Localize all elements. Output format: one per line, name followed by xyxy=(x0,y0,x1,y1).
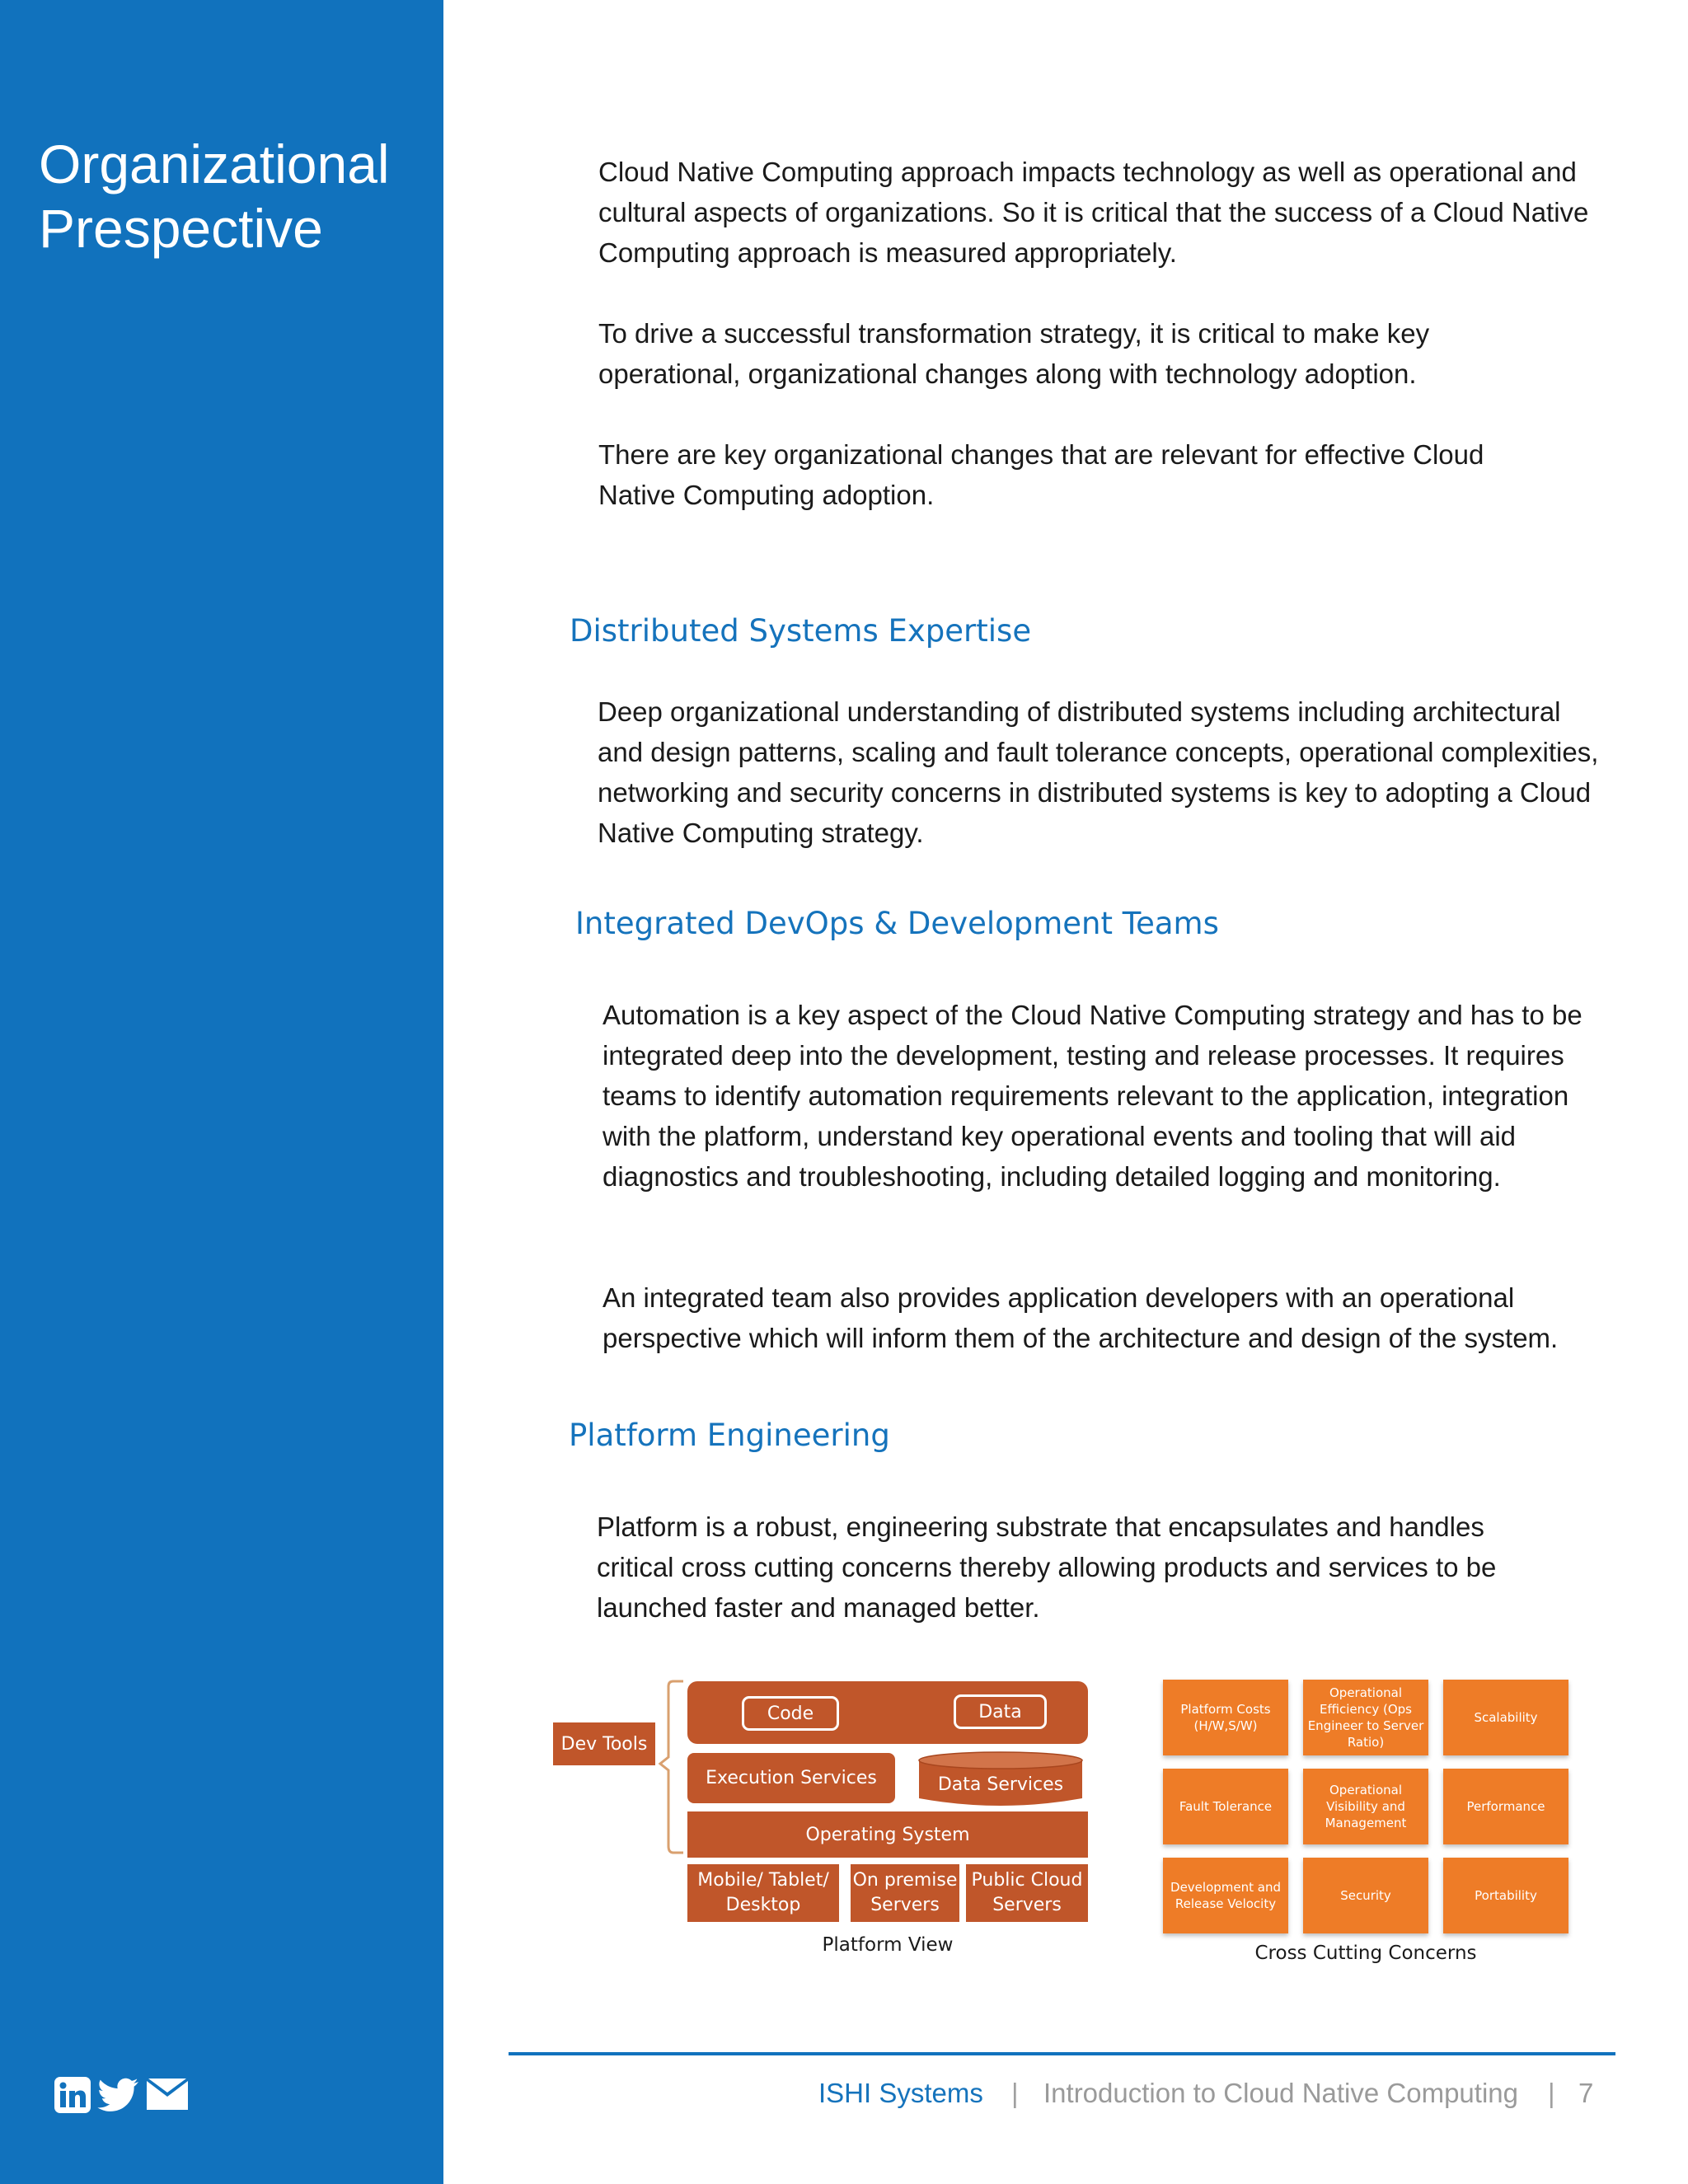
intro-paragraph-3: There are key organizational changes that are relevant for effective Cloud Native Computing adoption. xyxy=(598,439,1484,510)
footer-separator: | xyxy=(1011,2078,1019,2108)
concern-box: Performance xyxy=(1443,1769,1568,1844)
concern-box: Fault Tolerance xyxy=(1163,1769,1288,1844)
concern-box: Operational Visibility and Management xyxy=(1303,1769,1428,1844)
execution-services-box: Execution Services xyxy=(687,1753,895,1803)
linkedin-icon[interactable] xyxy=(54,2077,91,2113)
social-links xyxy=(54,2077,188,2113)
page-title xyxy=(39,132,390,260)
concern-box: Platform Costs (H/W,S/W) xyxy=(1163,1680,1288,1755)
public-cloud-label-line2: Servers xyxy=(992,1895,1062,1915)
mobile-label-line2: Desktop xyxy=(725,1895,801,1915)
footer-company: ISHI Systems xyxy=(818,2078,983,2108)
mobile-label-line1: Mobile/ Tablet/ xyxy=(697,1870,829,1891)
platform-view-caption: Platform View xyxy=(822,1934,954,1956)
mail-icon[interactable] xyxy=(147,2079,188,2111)
page-number: 7 xyxy=(1578,2078,1594,2108)
bracket-icon xyxy=(655,1678,688,1856)
cross-cutting-caption: Cross Cutting Concerns xyxy=(1254,1943,1477,1964)
data-box: Data xyxy=(954,1694,1047,1729)
mobile-tablet-desktop-box xyxy=(687,1864,839,1922)
data-services-label: Data Services xyxy=(937,1774,1064,1795)
heading-distributed-systems: Distributed Systems Expertise xyxy=(570,613,1032,649)
page-title-line1: Organizational xyxy=(39,134,390,194)
dev-tools-box: Dev Tools xyxy=(553,1722,655,1765)
devops-body-2: An integrated team also provides application developers with an operational perspective which will inform them of the architecture and design of the system. xyxy=(603,1282,1559,1353)
concern-box: Scalability xyxy=(1443,1680,1568,1755)
sidebar xyxy=(0,0,443,2184)
public-cloud-label-line1: Public Cloud xyxy=(971,1870,1083,1891)
twitter-icon[interactable] xyxy=(97,2077,140,2113)
intro-paragraph-2: To drive a successful transformation strategy, it is critical to make key operational, organizational changes along with technology adoption. xyxy=(598,318,1430,389)
intro-paragraph-1: Cloud Native Computing approach impacts technology as well as operational and cultural aspects of organizations. So it is critical that the success of a Cloud Native Computing approach is measured appropriately. xyxy=(598,157,1589,268)
concern-box: Development and Release Velocity xyxy=(1163,1858,1288,1933)
operating-system-box: Operating System xyxy=(687,1811,1088,1858)
distributed-systems-body: Deep organizational understanding of distributed systems including architectural and design patterns, scaling and fault tolerance concepts, operational complexities, networking and security concerns in distributed systems is key to adopting a Cloud Native Computing strategy. xyxy=(598,696,1599,848)
concern-box: Security xyxy=(1303,1858,1428,1933)
devops-body-1: Automation is a key aspect of the Cloud Native Computing strategy and has to be integrated deep into the development, testing and release processes. It requires teams to identify automation requirements relevant to the application, integration with the platform, understand key operational events and tooling that will aid diagnostics and troubleshooting, including detailed logging and monitoring. xyxy=(603,1000,1582,1192)
heading-platform-engineering: Platform Engineering xyxy=(569,1418,890,1453)
heading-integrated-devops: Integrated DevOps & Development Teams xyxy=(575,906,1219,941)
concern-box: Portability xyxy=(1443,1858,1568,1933)
footer-doc-title: Introduction to Cloud Native Computing xyxy=(1043,2078,1518,2108)
on-premise-label-line2: Servers xyxy=(870,1895,940,1915)
concern-box: Operational Efficiency (Ops Engineer to Server Ratio) xyxy=(1303,1680,1428,1755)
platform-engineering-body: Platform is a robust, engineering substrate that encapsulates and handles critical cross cutting concerns thereby allowing products and services to be launched faster and managed better. xyxy=(597,1511,1497,1623)
on-premise-servers-box xyxy=(851,1864,959,1922)
page-title-line2: Prespective xyxy=(39,198,323,259)
public-cloud-servers-box xyxy=(966,1864,1088,1922)
footer-separator: | xyxy=(1548,2078,1555,2108)
on-premise-label-line1: On premise xyxy=(852,1870,958,1891)
code-box: Code xyxy=(742,1696,839,1731)
footer-rule xyxy=(509,2052,1615,2055)
